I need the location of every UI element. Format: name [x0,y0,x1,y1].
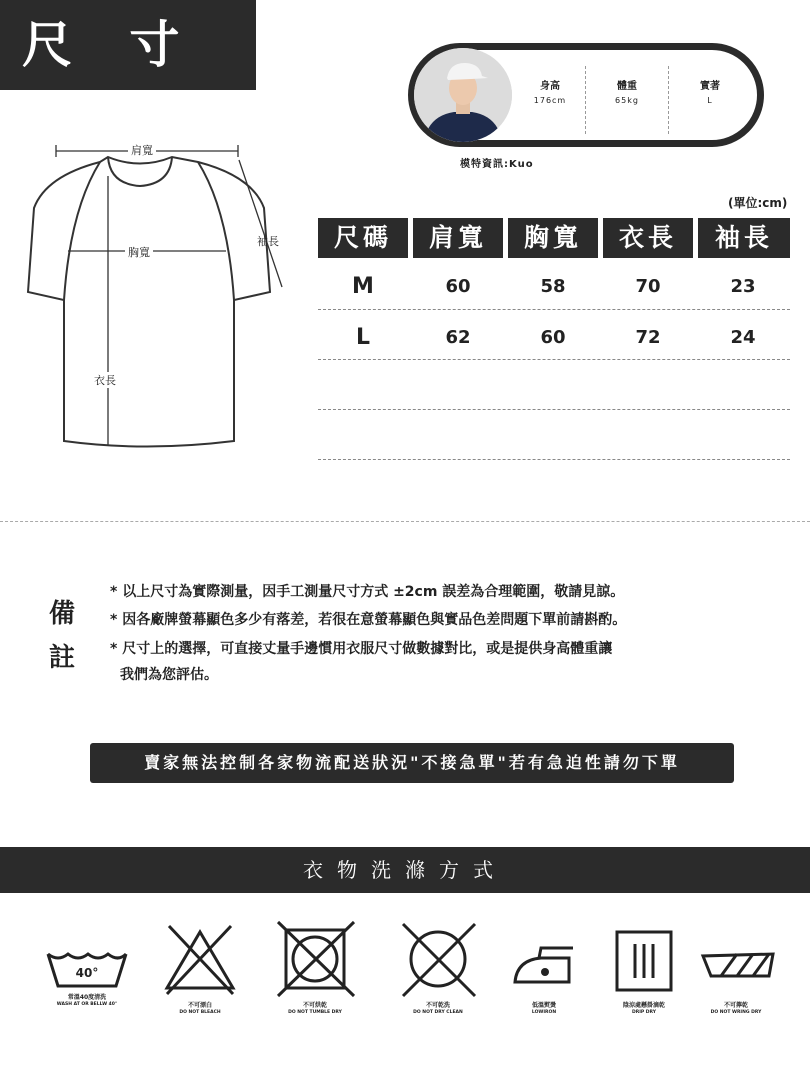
row-divider [318,459,790,460]
model-weight: 體重 65kg [615,81,639,105]
row-divider [318,409,790,410]
row-divider [318,309,790,310]
no-tumble-dry-icon [270,918,360,998]
care-item: 40° 常溫40度清洗 WASH AT OR BELLW 40° [37,918,137,1008]
note-line: 我們為您評估。 [120,667,218,683]
cell-shoulder: 62 [445,327,471,348]
unit-label: (單位:cm) [728,196,788,210]
model-divider [585,66,586,134]
note-line: * 因各廠牌螢幕顯色多少有落差，若很在意螢幕顯色與實品色差問題下單前請斟酌。 [110,612,627,628]
wash-40-icon [42,918,132,990]
note-line: * 尺寸上的選擇，可直接丈量手邊慣用衣服尺寸做數據對比，或是提供身高體重讓 [110,641,613,657]
cell-sleeve: 24 [730,327,756,348]
header-size: 尺碼 [318,218,408,258]
header-sleeve: 袖長 [698,218,790,258]
wash-temp: 40° [75,966,99,980]
no-wring-icon [691,918,781,998]
tshirt-diagram [20,140,300,460]
shipping-warning-banner: 賣家無法控制各家物流配送狀況"不接急單"若有急迫性請勿下單 [90,743,734,783]
care-item: 低溫熨燙 LOWIRON [494,918,594,1016]
cell-length: 72 [635,327,661,348]
care-item: 不可漂白 DO NOT BLEACH [150,918,250,1016]
label-length: 衣長 [94,374,116,387]
model-size-worn: 實著 L [700,81,720,105]
label-chest: 胸寬 [125,244,153,260]
no-bleach-icon [155,918,245,998]
header-chest: 胸寬 [508,218,598,258]
cell-size: M [352,274,374,299]
drip-dry-icon [599,918,689,998]
page-title: 尺 寸 表 [0,0,256,90]
cell-size: L [355,325,371,350]
cell-chest: 58 [540,276,566,297]
care-item: 不可烘乾 DO NOT TUMBLE DRY [265,918,365,1016]
section-divider [0,521,810,522]
cell-shoulder: 60 [445,276,471,297]
care-item: 不可擰乾 DO NOT WRING DRY [686,918,786,1016]
model-divider [668,66,669,134]
notes-label: 備註 [49,599,76,673]
model-avatar [414,48,512,142]
label-sleeve: 袖長 [257,235,279,248]
wash-section-title: 衣物洗滌方式 [0,847,810,893]
row-divider [318,359,790,360]
care-item: 不可乾洗 DO NOT DRY CLEAN [388,918,488,1016]
cell-length: 70 [635,276,661,297]
no-dry-clean-icon [393,918,483,998]
low-iron-icon [499,918,589,998]
label-shoulder: 肩寬 [128,142,156,158]
model-height: 身高 176cm [533,81,567,105]
model-note: 模特資訊:Kuo [460,159,534,170]
note-line: * 以上尺寸為實際測量，因手工測量尺寸方式 ±2cm 誤差為合理範圍，敬請見諒。 [110,584,625,600]
care-item: 陰涼處懸掛滴乾 DRIP DRY [594,918,694,1016]
cell-chest: 60 [540,327,566,348]
cell-sleeve: 23 [730,276,756,297]
header-length: 衣長 [603,218,693,258]
header-shoulder: 肩寬 [413,218,503,258]
